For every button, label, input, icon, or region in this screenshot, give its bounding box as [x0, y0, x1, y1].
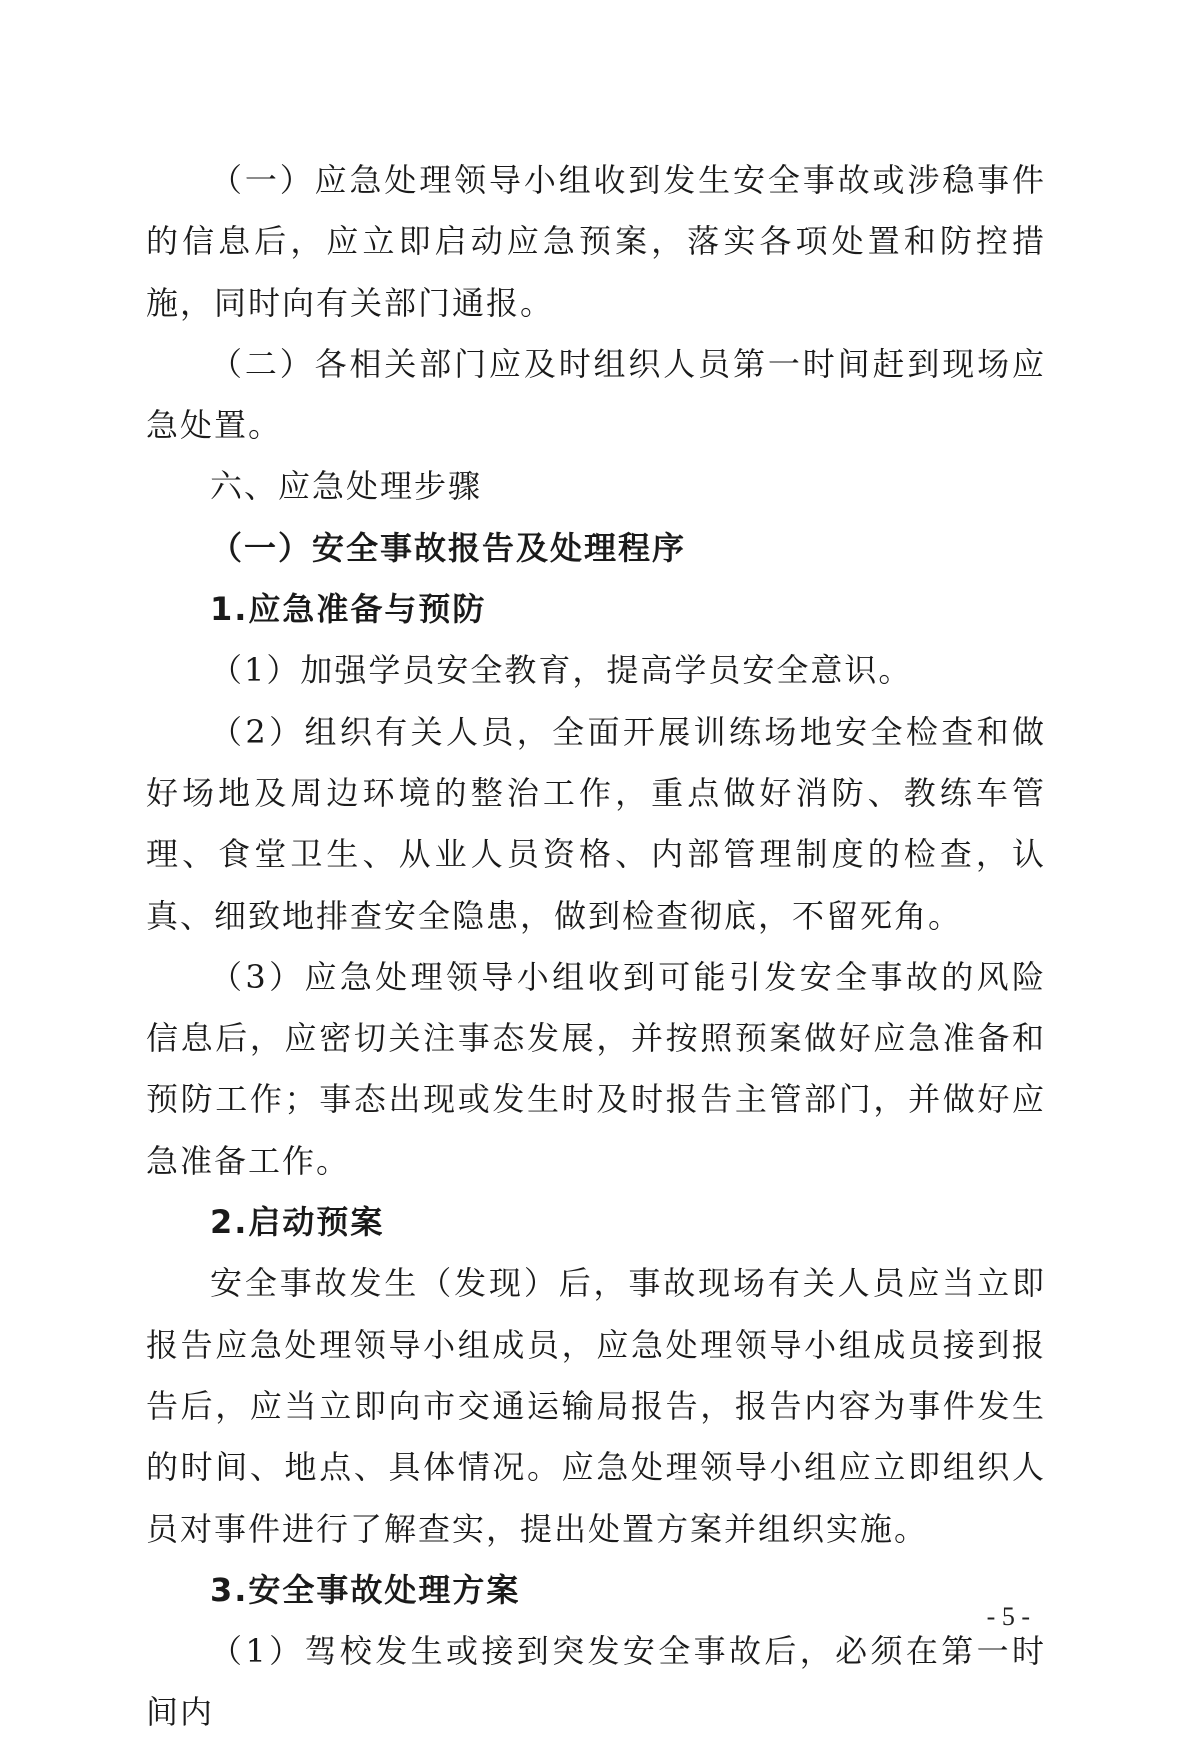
paragraph: （一）应急处理领导小组收到发生安全事故或涉稳事件的信息后，应立即启动应急预案，落实各项处置和防控措施，同时向有关部门通报。 — [146, 161, 1046, 322]
subsection-heading: 1.应急准备与预防 — [210, 590, 487, 629]
subsection-heading: 3.安全事故处理方案 — [210, 1570, 521, 1609]
document-body — [146, 150, 1046, 1744]
subsection-heading: 2.启动预案 — [210, 1203, 385, 1242]
subsection-heading: （一）安全事故报告及处理程序 — [210, 528, 687, 567]
paragraph: （3）应急处理领导小组收到可能引发安全事故的风险信息后，应密切关注事态发展，并按照预案做好应急准备和预防工作；事态出现或发生时及时报告主管部门，并做好应急准备工作。 — [146, 957, 1046, 1180]
paragraph: 安全事故发生（发现）后，事故现场有关人员应当立即报告应急处理领导小组成员，应急处理领导小组成员接到报告后，应当立即向市交通运输局报告，报告内容为事件发生的时间、地点、具体情况。应急处理领导小组应立即组织人员对事件进行了解查实，提出处置方案并组织实施。 — [146, 1264, 1046, 1548]
section-heading: 六、应急处理步骤 — [210, 467, 483, 506]
page-number: - 5 - — [986, 1602, 1030, 1631]
paragraph: （1）加强学员安全教育，提高学员安全意识。 — [210, 651, 913, 690]
paragraph: （1）驾校发生或接到突发安全事故后，必须在第一时间内 — [146, 1632, 1046, 1732]
paragraph: （2）组织有关人员，全面开展训练场地安全检查和做好场地及周边环境的整治工作，重点做好消防、教练车管理、食堂卫生、从业人员资格、内部管理制度的检查，认真、细致地排查安全隐患，做到检查彻底，不留死角。 — [146, 712, 1046, 935]
paragraph: （二）各相关部门应及时组织人员第一时间赶到现场应急处置。 — [146, 344, 1046, 445]
